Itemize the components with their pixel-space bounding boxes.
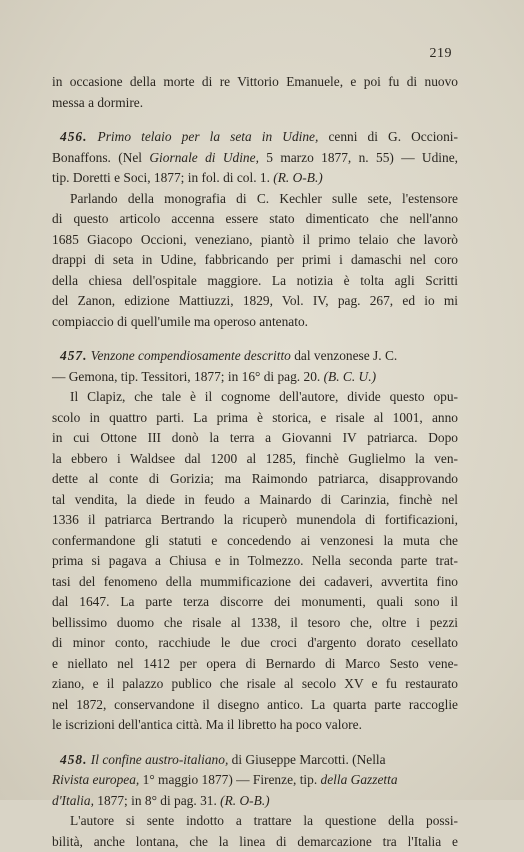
entry-458-heading-line-1 xyxy=(52,750,458,771)
entry-number: 458. xyxy=(60,752,87,767)
entry-author: dal venzonese J. C. xyxy=(291,348,397,363)
text-span: 1° maggio 1877) — Firenze, tip. xyxy=(139,772,320,787)
entry-457-body-line: in cui Ottone III donò la terra a Giovanni IV patriarca. Dopo xyxy=(52,428,458,449)
entry-457-body-line: prima si pagava a Chiusa e in Tolmezzo. Nella seconda parte trat- xyxy=(52,551,458,572)
text-span: tip. Doretti e Soci, 1877; in fol. di col. 1. xyxy=(52,170,273,185)
entry-456-body-line: di questo articolo accenna essere stato dimenticato che nell'anno xyxy=(52,209,458,230)
intro-line-2: messa a dormire. xyxy=(52,93,458,114)
publisher-name: d'Italia, xyxy=(52,793,94,808)
entry-457-body-line: 1336 il patriarca Bertrando la ricuperò munendola di fortificazioni, xyxy=(52,510,458,531)
entry-author: cenni di G. Occioni- xyxy=(318,129,458,144)
page-text xyxy=(52,72,458,852)
entry-457-body-line: bellissimo duomo che risale al 1338, il tesoro che, oltre i pezzi xyxy=(52,613,458,634)
entry-458-body-line: bilità, anche lontana, che la linea di demarcazione tra l'Italia e xyxy=(52,832,458,852)
entry-457-body-line: le iscrizioni dell'antica città. Ma il libretto ha poco valore. xyxy=(52,715,458,736)
entry-456-body-line: della chiesa dell'ospitale maggiore. La notizia è tolta agli Scritti xyxy=(52,271,458,292)
entry-457 xyxy=(52,346,458,736)
intro-line-1: in occasione della morte di re Vittorio Emanuele, e poi fu di nuovo xyxy=(52,72,458,93)
entry-457-body-line: la ebbero i Waldsee dal 1200 al 1285, finchè Guglielmo la ven- xyxy=(52,449,458,470)
entry-457-body-line: dal 1647. La parte terza discorre dei monumenti, quali sono il xyxy=(52,592,458,613)
entry-457-body-line: scolo in quattro parti. La prima è storica, e risale al 1001, anno xyxy=(52,408,458,429)
journal-title: Giornale di Udine, xyxy=(149,150,259,165)
entry-author: di Giuseppe Marcotti. (Nella xyxy=(228,752,385,767)
entry-456-body-line: drappi di seta in Udine, fabbricando per primi i damaschi nel coro xyxy=(52,250,458,271)
entry-457-body-line: dette al conte di Gorizia; ma Raimondo patriarca, disapprovando xyxy=(52,469,458,490)
entry-457-body-line: di minor conto, racchiude le due croci d'argento dorato cesellato xyxy=(52,633,458,654)
entry-456-body-line: compiaccio di quell'umile ma operoso antenato. xyxy=(52,312,458,333)
entry-457-body-line: Il Clapiz, che tale è il cognome dell'autore, divide questo opu- xyxy=(52,387,458,408)
entry-title: Venzone compendiosamente descritto xyxy=(91,348,291,363)
entry-456-heading-line-2 xyxy=(52,148,458,169)
entry-457-body-line: confermandone gli statuti e concedendo ai venzonesi la muta che xyxy=(52,531,458,552)
library-siglum: (R. O-B.) xyxy=(220,793,269,808)
entry-456-body-line: del Zanon, edizione Mattiuzzi, 1829, Vol. IV, pag. 267, ed io mi xyxy=(52,291,458,312)
entry-457-heading-line-2 xyxy=(52,367,458,388)
text-span: — Gemona, tip. Tessitori, 1877; in 16° di pag. 20. xyxy=(52,369,324,384)
entry-456-heading-line-1 xyxy=(52,127,458,148)
entry-458 xyxy=(52,750,458,852)
entry-456-heading-line-3 xyxy=(52,168,458,189)
page-number: 219 xyxy=(430,46,453,62)
entry-458-body-line: L'autore si sente indotto a trattare la questione della possi- xyxy=(52,811,458,832)
entry-456-body-line: Parlando della monografia di C. Kechler sulle sete, l'estensore xyxy=(52,189,458,210)
library-siglum: (R. O-B.) xyxy=(273,170,322,185)
text-span: Bonaffons. (Nel xyxy=(52,150,149,165)
entry-457-heading-line-1 xyxy=(52,346,458,367)
text-span: 5 marzo 1877, n. 55) — Udine, xyxy=(259,150,458,165)
library-siglum: (B. C. U.) xyxy=(324,369,376,384)
entry-title: Il confine austro-italiano, xyxy=(91,752,229,767)
entry-457-body-line: tal vendita, la diede in feudo a Mainardo di Carinzia, finchè nel xyxy=(52,490,458,511)
entry-number: 456. xyxy=(60,129,87,144)
entry-456 xyxy=(52,127,458,332)
entry-457-body-line: tasi del fenomeno della mummificazione dei cadaveri, avvertita fino xyxy=(52,572,458,593)
entry-458-heading-line-3 xyxy=(52,791,458,812)
journal-title: Rivista europea, xyxy=(52,772,139,787)
entry-457-body-line: e niellato nel 1412 per opera di Bernardo di Marco Sesto vene- xyxy=(52,654,458,675)
entry-457-body-line: ziano, e il palazzo publico che risale al secolo XV e fu restaurato xyxy=(52,674,458,695)
entry-title: Primo telaio per la seta in Udine, xyxy=(98,129,319,144)
text-span: 1877; in 8° di pag. 31. xyxy=(94,793,220,808)
entry-number: 457. xyxy=(60,348,87,363)
entry-456-body-line: 1685 Giacopo Occioni, veneziano, piantò il primo telaio che lavorò xyxy=(52,230,458,251)
entry-458-heading-line-2 xyxy=(52,770,458,791)
publisher-name: della Gazzetta xyxy=(321,772,398,787)
entry-457-body-line: nel 1872, conservandone il disegno antico. La quarta parte raccoglie xyxy=(52,695,458,716)
